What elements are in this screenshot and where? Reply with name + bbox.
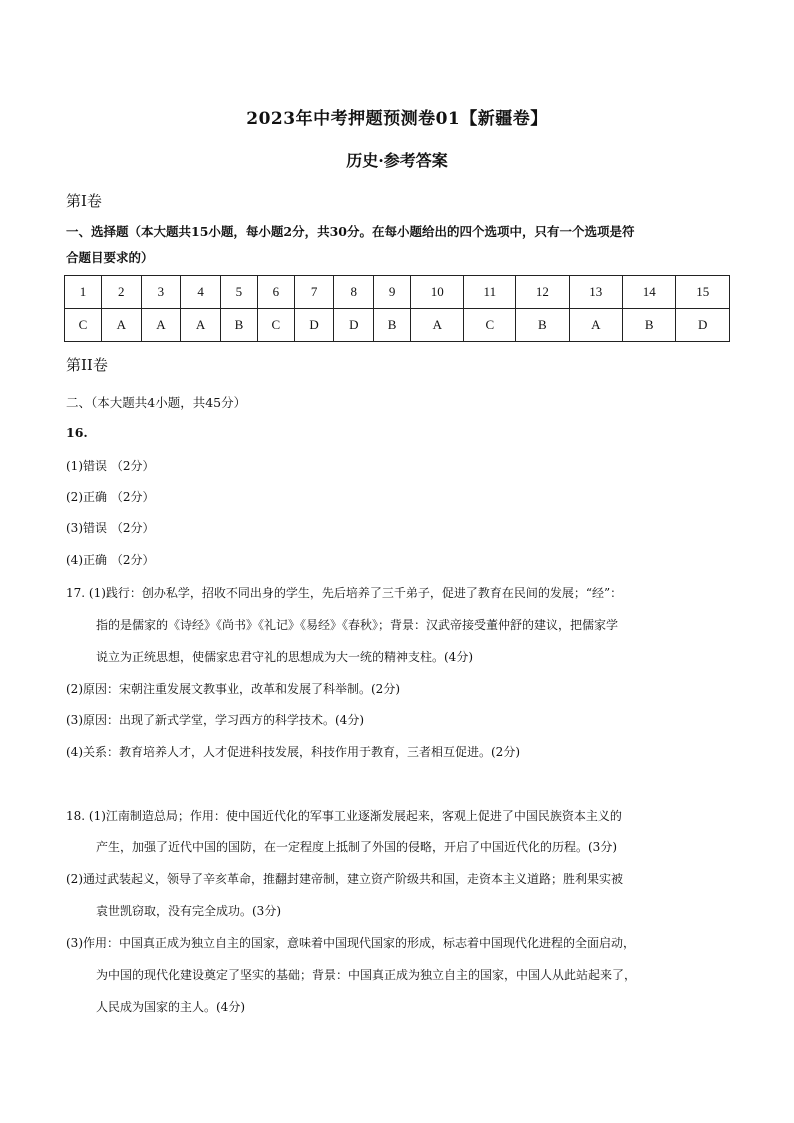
q18-line: 人民成为国家的主人。(4分) [96, 1000, 245, 1014]
q16-item: (1)错误 （2分） [66, 459, 155, 473]
q18-line: 产生，加强了近代中国的国防，在一定程度上抵制了外国的侵略，开启了中国近代化的历程。(3分) [96, 840, 618, 854]
volume-1-heading: 第Ⅰ卷 [66, 192, 102, 210]
question-number: 9 [374, 276, 411, 309]
q17-line: 指的是儒家的《诗经》《尚书》《礼记》《易经》《春秋》；背景：汉武帝接受董仲舒的建议，把儒家学 [96, 618, 619, 632]
answer-cell: D [676, 309, 730, 342]
q18-line: 18. (1)江南制造总局；作用：使中国近代化的军事工业逐渐发展起来，客观上促进了中国民族资本主义的 [66, 809, 622, 823]
section-2-heading: 二、（本大题共4小题，共45分） [66, 395, 247, 410]
answer-cell: A [569, 309, 622, 342]
answer-cell: C [464, 309, 516, 342]
q16-item: (2)正确 （2分） [66, 490, 155, 504]
q16-item: (3)错误 （2分） [66, 521, 155, 535]
question-number: 12 [516, 276, 569, 309]
question-number: 1 [65, 276, 102, 309]
answer-cell: A [141, 309, 181, 342]
question-number: 11 [464, 276, 516, 309]
question-number: 6 [257, 276, 294, 309]
question-number: 3 [141, 276, 181, 309]
q18-line: (2)通过武装起义，领导了辛亥革命，推翻封建帝制，建立资产阶级共和国，走资本主义道路；胜利果实被 [66, 872, 624, 886]
page-subtitle: 历史·参考答案 [346, 151, 448, 170]
answer-cell: B [374, 309, 411, 342]
question-number-row [65, 276, 730, 309]
answer-cell: C [257, 309, 294, 342]
question-number: 10 [411, 276, 464, 309]
q18-line: 袁世凯窃取，没有完全成功。(3分) [96, 904, 281, 918]
q18-line: 为中国的现代化建设奠定了坚实的基础；背景：中国真正成为独立自主的国家，中国人从此站起来了， [96, 968, 637, 982]
section-1-instructions: 一、选择题（本大题共15小题，每小题2分，共30分。在每小题给出的四个选项中，只有一个选项是符 [66, 224, 635, 239]
answer-cell: C [65, 309, 102, 342]
question-number: 7 [294, 276, 334, 309]
answer-cell: B [623, 309, 676, 342]
answer-cell: A [181, 309, 221, 342]
answer-table [64, 275, 730, 342]
section-1-instructions-cont: 合题目要求的） [66, 250, 154, 265]
q17-line: 17. (1)践行：创办私学，招收不同出身的学生，先后培养了三千弟子，促进了教育在民间的发展；“经”： [66, 586, 623, 600]
question-number: 2 [101, 276, 141, 309]
q17-line: (4)关系：教育培养人才，人才促进科技发展，科技作用于教育，三者相互促进。(2分) [66, 745, 520, 759]
q17-line: (2)原因：宋朝注重发展文教事业，改革和发展了科举制。(2分) [66, 682, 400, 696]
q17-line: (3)原因：出现了新式学堂，学习西方的科学技术。(4分) [66, 713, 364, 727]
question-number: 14 [623, 276, 676, 309]
answer-cell: A [101, 309, 141, 342]
volume-2-heading: 第II卷 [66, 356, 108, 374]
answer-cell: B [516, 309, 569, 342]
question-number: 13 [569, 276, 622, 309]
answer-cell: D [294, 309, 334, 342]
answer-cell: A [411, 309, 464, 342]
question-number: 4 [181, 276, 221, 309]
question-number: 15 [676, 276, 730, 309]
question-number: 5 [220, 276, 257, 309]
answer-row [65, 309, 730, 342]
q16-item: (4)正确 （2分） [66, 553, 155, 567]
q17-line: 说立为正统思想，使儒家忠君守礼的思想成为大一统的精神支柱。(4分) [96, 650, 474, 664]
answer-cell: B [220, 309, 257, 342]
question-number: 8 [334, 276, 374, 309]
q18-line: (3)作用：中国真正成为独立自主的国家，意味着中国现代国家的形成，标志着中国现代化进程的全面启动， [66, 936, 636, 950]
q16-number: 16. [66, 425, 88, 440]
page-title: 2023年中考押题预测卷01【新疆卷】 [246, 109, 548, 129]
answer-cell: D [334, 309, 374, 342]
